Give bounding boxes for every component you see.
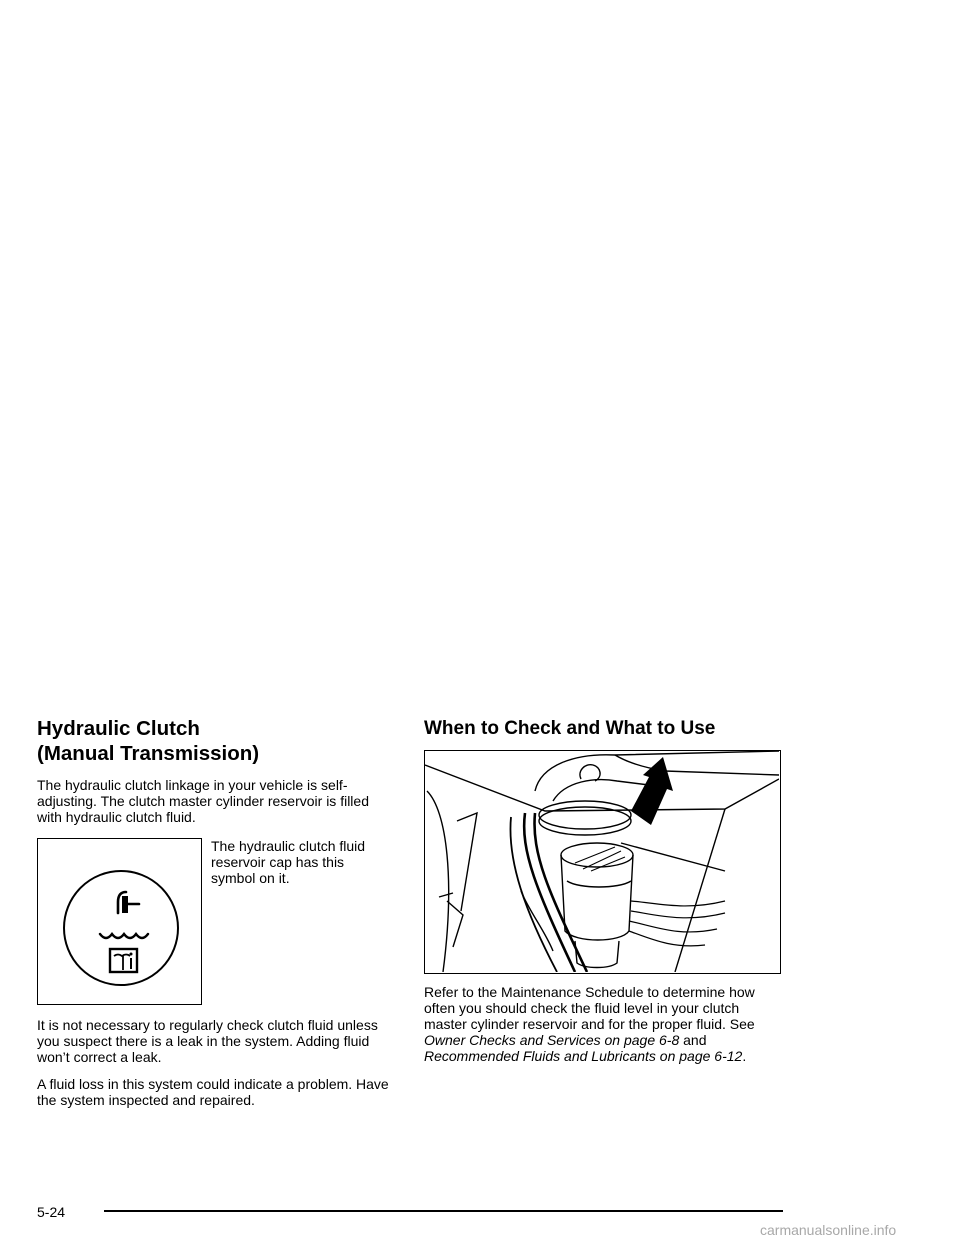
check-paragraph: It is not necessary to regularly check clutch fluid unless you suspect there is a leak in the system. Adding fluid won’t correct a leak. — [37, 1017, 378, 1065]
section-title-line2: (Manual Transmission) — [37, 742, 260, 765]
section-heading: When to Check and What to Use — [424, 718, 716, 739]
section-title-line1: Hydraulic Clutch — [37, 717, 200, 740]
left-column — [37, 716, 395, 1108]
footer-rule — [104, 1210, 783, 1212]
right-column — [424, 716, 784, 1064]
symbol-row — [37, 838, 395, 1010]
refer-text: Refer to the Maintenance Schedule to determine how often you should check the fluid level in your clutch master cylinder reservoir and for the proper fluid. See — [424, 984, 755, 1032]
recommended-fluids-link[interactable]: Recommended Fluids and Lubricants on page 6-12 — [424, 1048, 743, 1064]
and-text: and — [683, 1032, 707, 1048]
refer-paragraph — [424, 984, 784, 1064]
end-text: . — [742, 1048, 747, 1064]
clutch-reservoir-illustration — [424, 750, 781, 974]
section-title — [37, 716, 395, 766]
owner-checks-link[interactable]: Owner Checks and Services on page 6-8 — [424, 1032, 680, 1048]
intro-paragraph: The hydraulic clutch linkage in your vehicle is self-adjusting. The clutch master cylinder reservoir is filled with hydraulic clutch fluid. — [37, 777, 369, 825]
symbol-caption: The hydraulic clutch fluid reservoir cap has this symbol on it. — [211, 838, 366, 886]
watermark: carmanualsonline.info — [760, 1222, 897, 1238]
loss-paragraph: A fluid loss in this system could indicate a problem. Have the system inspected and repaired. — [37, 1076, 389, 1108]
clutch-fluid-symbol-icon — [37, 838, 202, 1005]
page-number: 5-24 — [37, 1204, 66, 1220]
